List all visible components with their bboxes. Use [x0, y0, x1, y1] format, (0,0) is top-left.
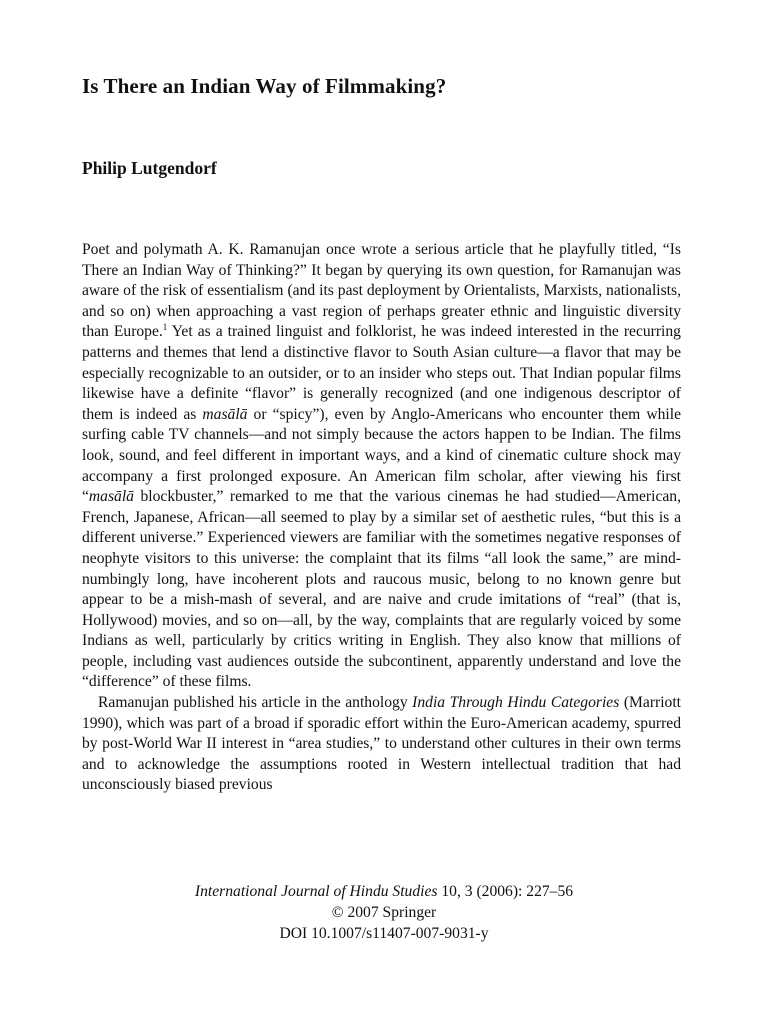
- paragraph-1-text-d: blockbuster,” remarked to me that the various cinemas he had studied—American, French, Japanese, African—all seemed to play by a similar set of aesthetic rules, “but this is a different universe.” Experienced viewers are familiar with the sometimes negative responses of neophyte visitors to this universe: the complaint that its films “all look the same,” are mind-numbingly long, have incoherent plots and raucous music, belong to no known genre but appear to be a mish-mash of several, and are naive and crude imitations of “real” (that is, Hollywood) movies, and so on—all, by the way, complaints that are regularly voiced by some Indians as well, particularly by critics writing in English. They also know that millions of people, including vast audiences outside the subcontinent, apparently understand and love the “difference” of these films.: [82, 488, 681, 691]
- paragraph-2-text-a: Ramanujan published his article in the anthology: [98, 694, 413, 712]
- term-masala: masālā: [202, 405, 248, 423]
- copyright-line: © 2007 Springer: [331, 904, 437, 921]
- article-body: [82, 240, 681, 796]
- article-title: Is There an Indian Way of Filmmaking?: [82, 74, 447, 98]
- paragraph-2: [82, 693, 681, 796]
- citation-line: [0, 881, 768, 902]
- journal-footer: [0, 881, 768, 944]
- author-name: Philip Lutgendorf: [82, 158, 217, 178]
- volume-pages: 10, 3 (2006): 227–56: [437, 883, 574, 900]
- footnote-marker: 1: [162, 322, 168, 333]
- paragraph-1-text-c: or “spicy”), even by Anglo-Americans who encounter them while surfing cable TV channels—and not simply because the actors happen to be Indian. The films look, sound, and feel different in important ways, and a kind of cinematic culture shock may accompany a first prolonged exposure. An American film scholar, after viewing his first “: [82, 405, 681, 506]
- paragraph-1: [82, 240, 681, 693]
- paragraph-1-text-a: Poet and polymath A. K. Ramanujan once wrote a serious article that he playfully titled, “Is There an Indian Way of Thinking?” It began by querying its own question, for Ramanujan was aware of the risk of essentialism (and its past deployment by Orientalists, Marxists, nationalists, and so on) when approaching a vast region of perhaps greater ethnic and linguistic diversity than Europe.: [82, 241, 681, 341]
- book-title: India Through Hindu Categories: [412, 694, 620, 712]
- paragraph-2-text-b: (Marriott 1990), which was part of a broad if sporadic effort within the Euro-American academy, spurred by post-World War II interest in “area studies,” to understand other cultures in their own terms and to acknowledge the assumptions rooted in Western intellectual tradition that had unconsciously biased previous: [82, 694, 681, 794]
- term-masala-2: masālā: [88, 488, 134, 506]
- doi-line: DOI 10.1007/s11407-007-9031-y: [279, 925, 489, 942]
- journal-name: International Journal of Hindu Studies: [194, 883, 438, 900]
- paragraph-1-text-b: Yet as a trained linguist and folklorist, he was indeed interested in the recurring patterns and themes that lend a distinctive flavor to South Asian culture—a flavor that may be especially recognizable to an outsider, or to an insider who steps out. That Indian popular films likewise have a definite “flavor” is generally recognized (and one indigenous descriptor of them is indeed as: [82, 323, 681, 423]
